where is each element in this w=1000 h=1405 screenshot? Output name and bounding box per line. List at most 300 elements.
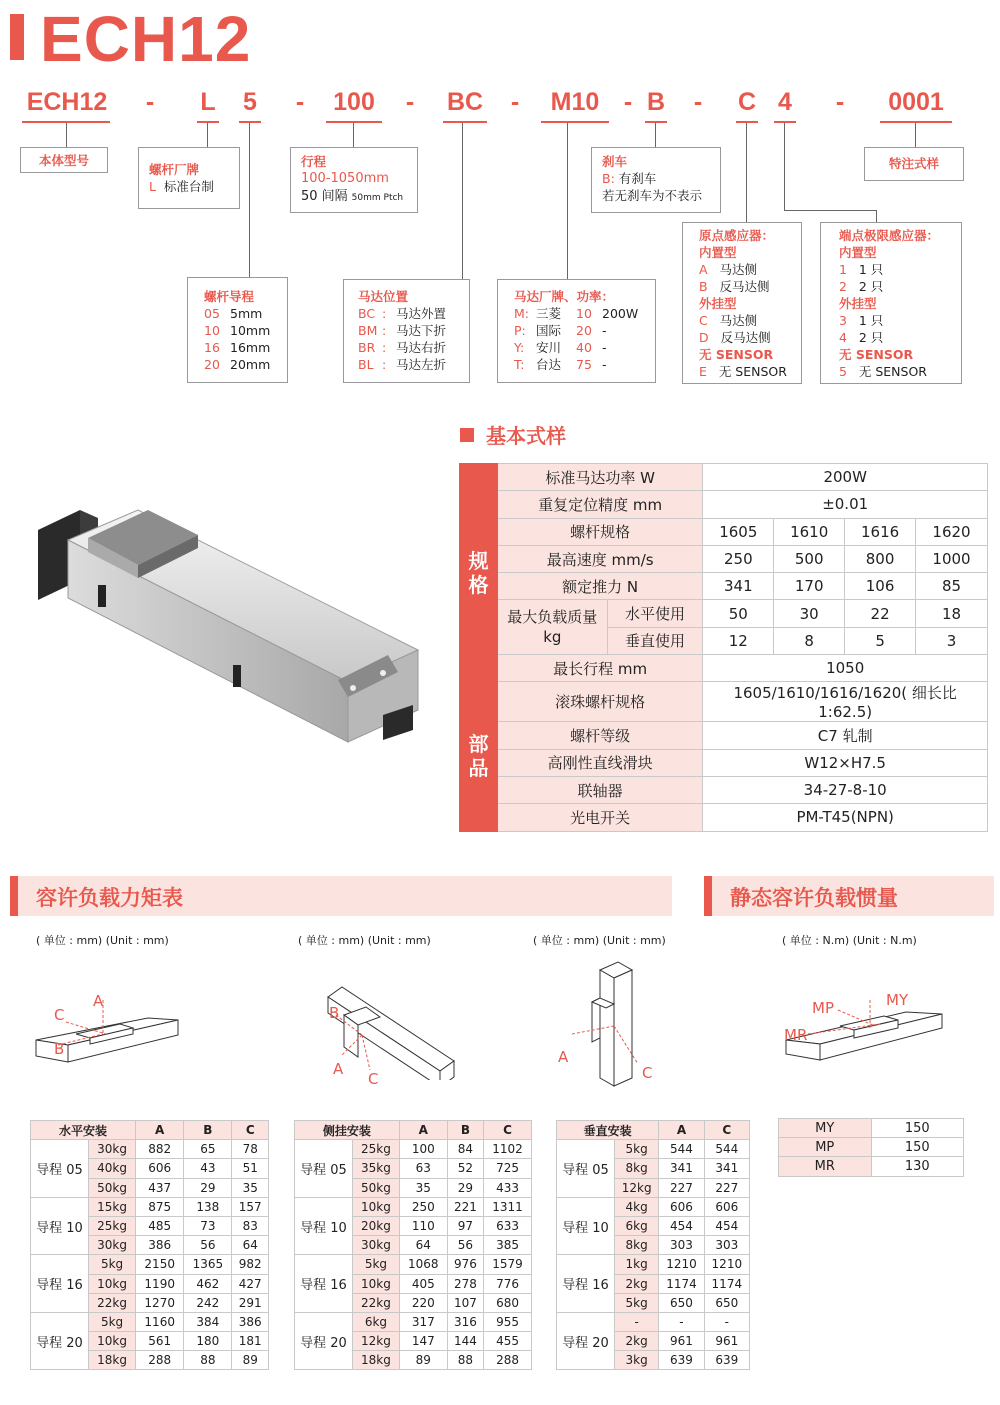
table-row	[31, 1197, 269, 1216]
side-mount-table	[294, 1120, 532, 1370]
option-code: 3	[839, 313, 847, 328]
unit-label: ( 单位 : mm) (Unit : mm)	[298, 934, 431, 947]
value-cell: 1190	[136, 1274, 184, 1293]
option-sep: :	[382, 357, 387, 372]
power-code: 10	[576, 306, 592, 321]
value-cell: 221	[447, 1197, 483, 1216]
spec-value: ±0.01	[703, 491, 988, 518]
value-cell: 316	[447, 1312, 483, 1331]
weight-cell: 40kg	[89, 1159, 136, 1178]
value-cell: 73	[184, 1216, 232, 1235]
option-code: A	[699, 262, 708, 277]
spec-side-label: 规格	[460, 464, 498, 682]
table-row	[295, 1312, 532, 1331]
code-screw-brand: L	[200, 88, 216, 116]
value-cell: 147	[399, 1332, 447, 1351]
spec-label: 额定推力 N	[497, 573, 702, 600]
motor-brand-option	[514, 356, 639, 373]
vertical-mount-diagram	[570, 960, 653, 1090]
option-sep: :	[382, 323, 387, 338]
value-cell: 961	[659, 1332, 704, 1351]
weight-cell: 30kg	[353, 1236, 400, 1255]
value-cell: 63	[399, 1159, 447, 1178]
option-code: B:	[602, 171, 615, 186]
value-cell: 961	[704, 1332, 749, 1351]
value-cell: 976	[447, 1255, 483, 1274]
spec-label: 螺杆规格	[497, 518, 702, 545]
option-text: 10mm	[230, 323, 271, 338]
lead-group-cell: 导程 05	[557, 1140, 615, 1198]
value-cell: 680	[484, 1293, 532, 1312]
value-cell: 384	[184, 1312, 232, 1331]
underline	[326, 121, 382, 123]
box-title: 端点极限感应器：	[839, 228, 940, 243]
box-limit-sensor	[820, 222, 962, 384]
spec-label: 标准马达功率 W	[497, 464, 702, 491]
stroke-pitch: 50mm Ptch	[351, 193, 404, 203]
diagram-label-mp: MP	[812, 999, 834, 1017]
value-cell: 43	[184, 1159, 232, 1178]
spec-value: 34-27-8-10	[703, 776, 988, 803]
value-cell: 138	[184, 1197, 232, 1216]
option-text: 台达	[536, 357, 562, 372]
value-cell: 725	[484, 1159, 532, 1178]
spec-value: C7 轧制	[703, 722, 988, 749]
power-text: -	[602, 340, 607, 355]
table-row	[557, 1197, 750, 1216]
spec-label: 高刚性直线滑块	[497, 749, 702, 776]
weight-cell: 50kg	[89, 1178, 136, 1197]
weight-cell: 4kg	[615, 1197, 659, 1216]
code-dash: -	[145, 88, 155, 116]
table-row	[779, 1138, 964, 1157]
table-header-row	[295, 1121, 532, 1140]
lead-group-cell: 导程 20	[295, 1312, 353, 1370]
spec-label: 重复定位精度 mm	[497, 491, 702, 518]
weight-cell: 5kg	[89, 1312, 136, 1331]
table-row	[295, 1140, 532, 1159]
spec-label: 滚珠螺杆规格	[497, 682, 702, 722]
table-header-cell: A	[399, 1121, 447, 1140]
underline	[774, 121, 796, 123]
option-code: P:	[514, 323, 526, 338]
value-cell: 454	[659, 1216, 704, 1235]
table-row	[31, 1255, 269, 1274]
spec-value: 50	[703, 600, 774, 627]
spec-value: 1620	[916, 518, 988, 545]
page-title: ECH12	[40, 3, 252, 75]
option-code: 5	[839, 364, 847, 379]
weight-cell: 10kg	[353, 1274, 400, 1293]
code-dash: -	[835, 88, 845, 116]
option-code: L	[149, 179, 156, 194]
value-cell: 1210	[704, 1255, 749, 1274]
value-cell: 288	[484, 1351, 532, 1370]
weight-cell: 35kg	[353, 1159, 400, 1178]
moment-value: 150	[871, 1119, 964, 1138]
spec-label: 光电开关	[497, 804, 702, 831]
value-cell: 180	[184, 1332, 232, 1351]
box-origin-sensor	[682, 222, 802, 384]
weight-cell: 18kg	[353, 1351, 400, 1370]
table-header-cell: 侧挂安装	[295, 1121, 400, 1140]
motor-brand-option	[514, 322, 639, 339]
spec-value: 800	[845, 545, 916, 572]
value-cell: 776	[484, 1274, 532, 1293]
weight-cell: 25kg	[89, 1216, 136, 1235]
value-cell: 455	[484, 1332, 532, 1351]
value-cell: 288	[136, 1351, 184, 1370]
value-cell: 52	[447, 1159, 483, 1178]
value-cell: 454	[704, 1216, 749, 1235]
weight-cell: 20kg	[353, 1216, 400, 1235]
power-code: 40	[576, 340, 592, 355]
value-cell: 341	[704, 1159, 749, 1178]
option-code: B	[699, 279, 708, 294]
box-title: 刹车	[602, 154, 628, 169]
value-cell: 955	[484, 1312, 532, 1331]
lead-option	[204, 339, 271, 356]
value-cell: 303	[659, 1236, 704, 1255]
spec-value: 170	[774, 573, 845, 600]
option-code: BM	[358, 323, 378, 338]
option-code: 2	[839, 279, 847, 294]
value-cell: 386	[232, 1312, 269, 1331]
power-code: 20	[576, 323, 592, 338]
spec-value: 341	[703, 573, 774, 600]
table-header-cell: 水平安装	[31, 1121, 136, 1140]
box-subtitle: 无 SENSOR	[699, 347, 774, 362]
box-subtitle: 无 SENSOR	[839, 347, 914, 362]
weight-cell: 3kg	[615, 1351, 659, 1370]
lead-group-cell: 导程 16	[295, 1255, 353, 1313]
horizontal-mount-diagram	[28, 990, 188, 1070]
option-text: 反马达侧	[720, 330, 771, 345]
diagram-label-a: A	[93, 992, 104, 1010]
lead-group-cell: 导程 20	[31, 1312, 89, 1370]
weight-cell: 22kg	[353, 1293, 400, 1312]
value-cell: 78	[232, 1140, 269, 1159]
spec-value: 18	[916, 600, 988, 627]
spec-value: 106	[845, 573, 916, 600]
diagram-label-c: C	[54, 1006, 65, 1024]
underline	[645, 121, 667, 123]
section-marker	[460, 428, 474, 442]
weight-cell: 15kg	[89, 1197, 136, 1216]
code-motor-pos: BC	[446, 88, 484, 116]
code-dash: -	[510, 88, 520, 116]
value-cell: 639	[659, 1351, 704, 1370]
value-cell: 875	[136, 1197, 184, 1216]
underline	[736, 121, 758, 123]
box-subtitle: 内置型	[839, 245, 877, 260]
value-cell: 227	[659, 1178, 704, 1197]
spec-label: 最高速度 mm/s	[497, 545, 702, 572]
power-text: -	[602, 323, 607, 338]
weight-cell: 12kg	[615, 1178, 659, 1197]
section-band-bar	[704, 876, 712, 916]
value-cell: 220	[399, 1293, 447, 1312]
option-code: D	[699, 330, 709, 345]
box-subtitle: 外挂型	[699, 296, 737, 311]
value-cell: 65	[184, 1140, 232, 1159]
horizontal-mount-table	[30, 1120, 269, 1370]
value-cell: 278	[447, 1274, 483, 1293]
stroke-range: 100-1050mm	[301, 171, 389, 186]
spec-value: 1050	[703, 655, 988, 682]
option-text: 马达侧	[719, 313, 758, 328]
value-cell: 317	[399, 1312, 447, 1331]
value-cell: 606	[136, 1159, 184, 1178]
value-cell: 606	[659, 1197, 704, 1216]
box-title: 马达位置	[358, 289, 409, 304]
option-text: 马达外置	[396, 306, 447, 321]
value-cell: 650	[659, 1293, 704, 1312]
value-cell: 291	[232, 1293, 269, 1312]
code-stroke: 100	[333, 88, 375, 116]
code-dash: -	[405, 88, 415, 116]
table-row	[557, 1255, 750, 1274]
value-cell: 2150	[136, 1255, 184, 1274]
option-text: 16mm	[230, 340, 271, 355]
spec-value: 1605/1610/1616/1620( 细长比 1:62.5)	[703, 682, 988, 722]
option-text: 2 只	[858, 330, 884, 345]
value-cell: 386	[136, 1236, 184, 1255]
option-text: 马达左折	[396, 357, 447, 372]
spec-value: 1605	[703, 518, 774, 545]
value-cell: 462	[184, 1274, 232, 1293]
option-text: 无 SENSOR	[858, 364, 927, 379]
weight-cell: 30kg	[89, 1140, 136, 1159]
box-lead	[187, 277, 288, 383]
value-cell: 89	[232, 1351, 269, 1370]
value-cell: 64	[232, 1236, 269, 1255]
value-cell: 110	[399, 1216, 447, 1235]
weight-cell: 2kg	[615, 1332, 659, 1351]
option-text: 若无刹车为不表示	[602, 188, 703, 203]
motor-brand-option	[514, 339, 639, 356]
value-cell: 29	[447, 1178, 483, 1197]
value-cell: 1174	[659, 1274, 704, 1293]
spec-value: 500	[774, 545, 845, 572]
underline	[541, 121, 609, 123]
weight-cell: 6kg	[615, 1216, 659, 1235]
box-title: 螺杆导程	[204, 289, 255, 304]
value-cell: 1174	[704, 1274, 749, 1293]
value-cell: 433	[484, 1178, 532, 1197]
box-motor-brand	[497, 279, 656, 383]
weight-cell: 22kg	[89, 1293, 136, 1312]
diagram-label-my: MY	[886, 991, 909, 1009]
table-header-cell: A	[136, 1121, 184, 1140]
weight-cell: 10kg	[353, 1197, 400, 1216]
table-row	[557, 1312, 750, 1331]
table-header-row	[557, 1121, 750, 1140]
table-row	[31, 1312, 269, 1331]
spec-value: 85	[916, 573, 988, 600]
table-header-cell: C	[232, 1121, 269, 1140]
diagram-label-b: B	[54, 1040, 65, 1058]
value-cell: 427	[232, 1274, 269, 1293]
weight-cell: 5kg	[353, 1255, 400, 1274]
option-code: 1	[839, 262, 847, 277]
power-text: -	[602, 357, 607, 372]
diagram-label-c: C	[642, 1064, 653, 1082]
option-code: BL	[358, 357, 374, 372]
value-cell: 35	[232, 1178, 269, 1197]
value-cell: 227	[704, 1178, 749, 1197]
spec-label: 水平使用	[607, 600, 703, 627]
box-title: 马达厂牌、功率：	[514, 289, 615, 304]
diagram-label-a: A	[558, 1048, 569, 1066]
product-image	[28, 490, 428, 750]
spec-value: W12×H7.5	[703, 749, 988, 776]
code-special: 0001	[888, 88, 944, 116]
value-cell: 88	[184, 1351, 232, 1370]
table-header-cell: C	[484, 1121, 532, 1140]
value-cell: 437	[136, 1178, 184, 1197]
basic-spec-table	[459, 463, 988, 832]
value-cell: 29	[184, 1178, 232, 1197]
value-cell: 303	[704, 1236, 749, 1255]
underline	[239, 121, 261, 123]
value-cell: 650	[704, 1293, 749, 1312]
weight-cell: 30kg	[89, 1236, 136, 1255]
table-header-cell: B	[184, 1121, 232, 1140]
code-dash: -	[295, 88, 305, 116]
box-motor-position	[343, 279, 470, 383]
value-cell: 157	[232, 1197, 269, 1216]
value-cell: 144	[447, 1332, 483, 1351]
value-cell: 1311	[484, 1197, 532, 1216]
table-header-cell: A	[659, 1121, 704, 1140]
value-cell: 1270	[136, 1293, 184, 1312]
weight-cell: 10kg	[89, 1274, 136, 1293]
lead-group-cell: 导程 20	[557, 1312, 615, 1370]
option-text: 5mm	[230, 306, 263, 321]
table-header-cell: C	[704, 1121, 749, 1140]
spec-value: 1610	[774, 518, 845, 545]
lead-group-cell: 导程 16	[557, 1255, 615, 1313]
table-row	[779, 1119, 964, 1138]
moment-label: MR	[779, 1157, 872, 1176]
option-text: 反马达侧	[719, 279, 770, 294]
vertical-mount-table	[556, 1120, 750, 1370]
value-cell: 544	[659, 1140, 704, 1159]
option-text: 马达右折	[396, 340, 447, 355]
value-cell: 561	[136, 1332, 184, 1351]
value-cell: 982	[232, 1255, 269, 1274]
weight-cell: 50kg	[353, 1178, 400, 1197]
option-text: 国际	[536, 323, 562, 338]
option-text: 1 只	[858, 262, 884, 277]
value-cell: 181	[232, 1332, 269, 1351]
diagram-label-b: B	[329, 1004, 340, 1022]
unit-label: ( 单位 : mm) (Unit : mm)	[533, 934, 666, 947]
value-cell: 100	[399, 1140, 447, 1159]
option-text: 三菱	[536, 306, 562, 321]
lead-group-cell: 导程 10	[31, 1197, 89, 1255]
value-cell: 35	[399, 1178, 447, 1197]
stroke-interval: 50 间隔	[301, 189, 348, 204]
code-limit-sensor: 4	[778, 88, 792, 116]
value-cell: 83	[232, 1216, 269, 1235]
section-band-bar	[10, 876, 18, 916]
table-header-cell: 垂直安装	[557, 1121, 659, 1140]
spec-value: 30	[774, 600, 845, 627]
option-text: 马达下折	[396, 323, 447, 338]
value-cell: -	[704, 1312, 749, 1331]
weight-cell: 12kg	[353, 1332, 400, 1351]
option-text: 有刹车	[618, 171, 657, 186]
code-brake: B	[646, 88, 666, 116]
option-code: T:	[514, 357, 525, 372]
box-title: 本体型号	[38, 153, 89, 168]
diagram-label-mr: MR	[784, 1026, 808, 1044]
box-title: 螺杆厂牌	[149, 162, 200, 177]
value-cell: 544	[704, 1140, 749, 1159]
value-cell: 51	[232, 1159, 269, 1178]
option-text: 20mm	[230, 357, 271, 372]
weight-cell: 1kg	[615, 1255, 659, 1274]
underline	[880, 121, 952, 123]
spec-label: 最大负载质量 kg	[497, 600, 607, 655]
option-code: BR	[358, 340, 376, 355]
table-row	[295, 1255, 532, 1274]
box-subtitle: 外挂型	[839, 296, 877, 311]
table-row	[295, 1197, 532, 1216]
value-cell: 1068	[399, 1255, 447, 1274]
option-text: 无 SENSOR	[718, 364, 787, 379]
weight-cell: 8kg	[615, 1159, 659, 1178]
value-cell: 405	[399, 1274, 447, 1293]
option-code: 10	[204, 323, 220, 338]
option-code: 16	[204, 340, 220, 355]
weight-cell: 18kg	[89, 1351, 136, 1370]
spec-label: 螺杆等级	[497, 722, 702, 749]
moment-label: MP	[779, 1138, 872, 1157]
parts-side-label: 部品	[460, 682, 498, 831]
unit-label: ( 单位 : mm) (Unit : mm)	[36, 934, 169, 947]
value-cell: 1365	[184, 1255, 232, 1274]
box-title: 特注式样	[888, 156, 939, 171]
spec-value: PM-T45(NPN)	[703, 804, 988, 831]
value-cell: 56	[447, 1236, 483, 1255]
code-dash: -	[693, 88, 703, 116]
weight-cell: 10kg	[89, 1332, 136, 1351]
spec-value: 1616	[845, 518, 916, 545]
basic-spec-title: 基本式样	[486, 424, 566, 448]
table-header-cell: B	[447, 1121, 483, 1140]
table-row	[779, 1157, 964, 1176]
inertia-title: 静态容许负载惯量	[730, 886, 898, 910]
option-code: 05	[204, 306, 220, 321]
weight-cell: 5kg	[89, 1255, 136, 1274]
option-sep: :	[382, 340, 387, 355]
weight-cell: 6kg	[353, 1312, 400, 1331]
value-cell: 1102	[484, 1140, 532, 1159]
diagram-label-a: A	[333, 1060, 344, 1078]
value-cell: 89	[399, 1351, 447, 1370]
code-dash: -	[623, 88, 633, 116]
option-text: 2 只	[858, 279, 884, 294]
motor-position-option	[358, 339, 455, 356]
weight-cell: 8kg	[615, 1236, 659, 1255]
value-cell: 485	[136, 1216, 184, 1235]
motor-brand-option	[514, 305, 639, 322]
lead-group-cell: 导程 05	[31, 1140, 89, 1198]
spec-value: 12	[703, 627, 774, 654]
